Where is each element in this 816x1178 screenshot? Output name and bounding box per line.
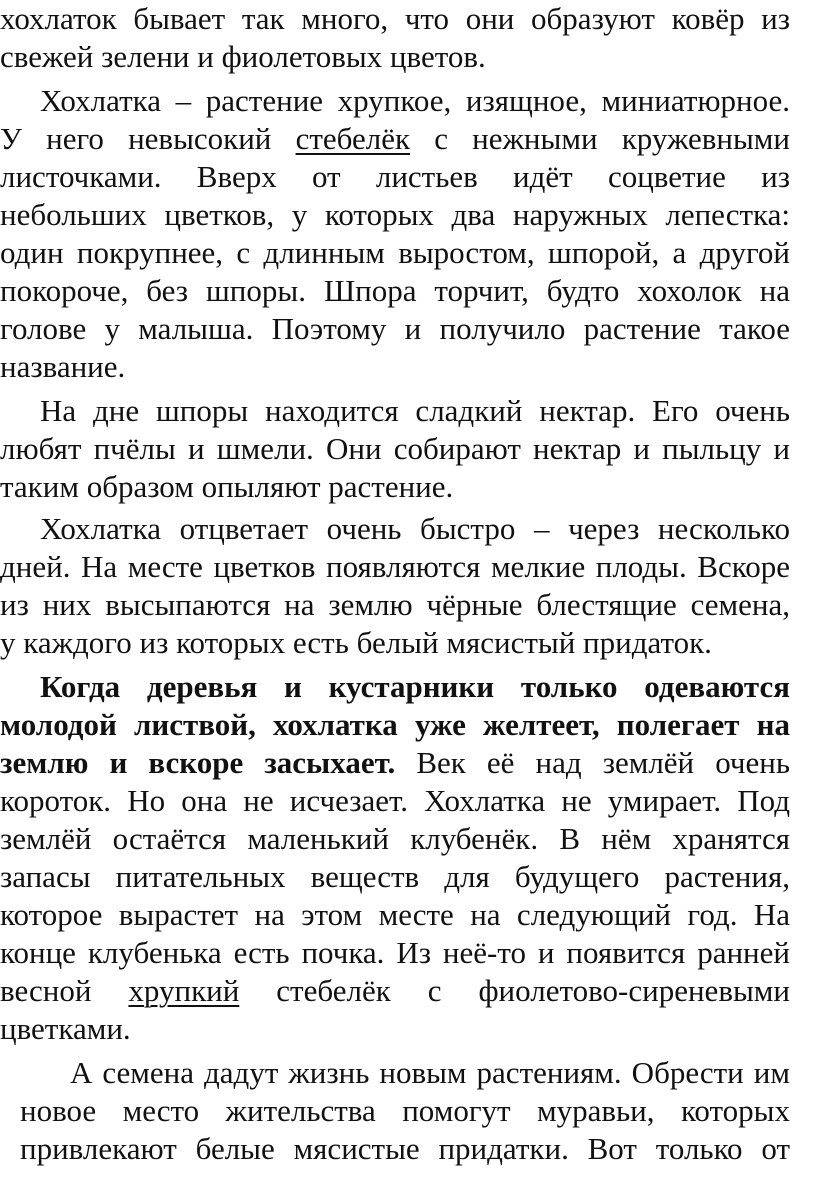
underlined-word: хрупкий [128, 973, 240, 1008]
paragraph-first-line: На дне шпоры находится сладкий нектар. Его очень [40, 393, 790, 428]
text-line: голове у малыша. Поэтому и получило растение такое [0, 311, 790, 346]
text-line: таким образом опыляют растение. [0, 469, 454, 504]
text-line: у каждого из которых есть белый мясистый придаток. [0, 625, 712, 660]
text-line: свежей зелени и фиолетовых цветов. [0, 39, 486, 74]
text-line: землю и вскоре засыхает. Век её над землёй очень [0, 745, 790, 780]
paragraph-first-line: Хохлатка – растение хрупкое, изящное, миниатюрное. [40, 83, 790, 118]
text-line: дней. На месте цветков появляются мелкие плоды. Вскоре [0, 549, 790, 584]
paragraph-first-line: Когда деревья и кустарники только одеваются [40, 669, 790, 704]
paragraph-first-line: А семена дадут жизнь новым растениям. Обрести им [70, 1055, 790, 1090]
text-line: название. [0, 349, 126, 384]
text-line: привлекают белые мясистые придатки. Вот только от [20, 1131, 790, 1166]
paragraph-first-line: Хохлатка отцветает очень быстро – через несколько [40, 511, 790, 546]
underlined-word: стебелёк [295, 121, 411, 156]
text-line: покороче, без шпоры. Шпора торчит, будто хохолок на [0, 273, 790, 308]
text-line: землёй остаётся маленький клубенёк. В нём хранятся [0, 821, 790, 856]
text-line: короток. Но она не исчезает. Хохлатка не умирает. Под [0, 783, 790, 818]
text-line: У него невысокий стебелёк с нежными кружевными [0, 121, 790, 156]
text-line: запасы питательных веществ для будущего растения, [0, 859, 790, 894]
text-line: новое место жительства помогут муравьи, которых [20, 1093, 790, 1128]
text-line: конце клубенька есть почка. Из неё-то и появится ранней [0, 935, 790, 970]
text-line: небольших цветков, у которых два наружных лепестка: [0, 197, 790, 232]
text-line: листочками. Вверх от листьев идёт соцветие из [0, 159, 790, 194]
text-line: цветками. [0, 1011, 131, 1046]
text-line: любят пчёлы и шмели. Они собирают нектар и пыльцу и [0, 431, 790, 466]
text-line: весной хрупкий стебелёк с фиолетово-сиреневыми [0, 973, 790, 1008]
text-line: один покрупнее, с длинным выростом, шпорой, а другой [0, 235, 790, 270]
text-line: которое вырастет на этом месте на следующий год. На [0, 897, 790, 932]
text-line: из них высыпаются на землю чёрные блестящие семена, [0, 587, 790, 622]
text-line: молодой листвой, хохлатка уже желтеет, полегает на [0, 707, 790, 742]
text-line: хохлаток бывает так много, что они образуют ковёр из [0, 1, 790, 36]
